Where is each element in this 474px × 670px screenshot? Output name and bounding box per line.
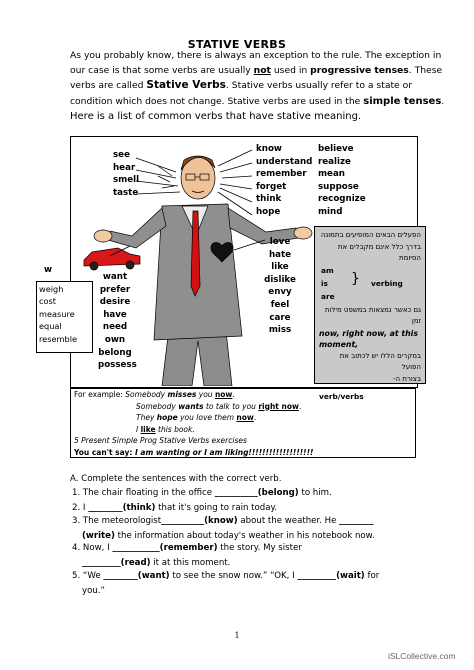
verb-item: resemble [39,333,78,344]
verb-item: have [103,309,127,320]
verb-item: equal [39,321,62,332]
intro-line: As you probably know, there is always an exception to the rule. The exception in [70,50,442,61]
question-5: 5. “We ________(want) to see the snow now.” “OK, I _________(wait) for you.” [72,571,380,596]
example-line: You can't say: I am wanting or I am liking!!!!!!!!!!!!!!!!!!! [74,447,314,457]
hebrew-text: הפעלים הבאים המופיעים בתמונה [320,231,421,239]
verb-item: see [113,150,130,160]
verb-item: need [102,322,128,333]
exercise-heading: A. Complete the sentences with the correct verb. [70,474,282,484]
examples-box [70,388,416,458]
intro-line: our case is that some verbs are usually not used in progressive tenses. These [70,65,443,77]
verb-item: understand [256,156,313,167]
verb-item: hear [113,162,136,173]
emotion-verb-list [260,236,300,337]
intro-line: condition which does not change. Stative verbs are used in the simple tenses. [70,95,445,107]
verb-item: think [256,194,282,205]
page-title: STATIVE VERBS [187,38,287,51]
verb-item: miss [268,325,292,336]
verb-item: prefer [99,284,131,295]
question-4: 4. Now, I ___________(remember) the story. My sister _________(read) it at this moment. [72,543,302,568]
hebrew-text: בדרך כלל אינם מקבלים את הסיומת [337,242,421,262]
possession-verb-list [98,271,137,372]
example-line: I like this book. [136,424,195,434]
verb-item: taste [113,187,139,198]
hebrew-text: בצורת ה- [393,374,421,383]
am-is-are-group: am is are } verbing [321,265,403,301]
example-line: 5 Present Simple Prog Stative Verbs exercises [74,436,247,445]
verb-item: measure [39,308,75,319]
hebrew-text: גם כאשר נמצאות במשפט מילות זמן [324,305,421,325]
verb-item: suppose [318,181,359,192]
mind-verb-list-b [318,143,366,219]
mind-verb-list-a [256,143,312,219]
verb-item: mean [318,169,345,180]
measure-verb-box [36,281,93,353]
verb-item: care [269,312,291,323]
verb-item: believe [318,144,354,154]
verb-item: own [104,334,126,345]
verb-item: remember [256,169,307,180]
intro-line: verbs are called Stative Verbs. Stative verbs usually refer to a state or [70,79,413,92]
verb-item: smell [113,175,140,186]
verb-item: desire [99,297,131,308]
example-line: For example: Somebody misses you now. [74,390,235,399]
question-1: 1. The chair floating in the office __________(belong) to him. [72,488,332,498]
verb-item: dislike [264,274,296,285]
verb-item: hope [256,206,281,217]
verb-item: like [271,262,289,273]
verb-form-label: verb/verbs [319,392,364,401]
time-words: now, right now, at this moment, [319,328,418,349]
verb-item: know [256,144,282,154]
intro-paragraph [70,48,445,124]
example-line: They hope you love them now. [136,413,257,422]
verb-item: mind [318,206,343,217]
partial-letter: w [44,265,53,275]
verb-item: weigh [39,284,64,294]
intro-line: Here is a list of common verbs that have stative meaning. [70,110,362,122]
page-number: 1 [234,631,240,640]
question-3: 3. The meteorologist__________(know) about the weather. He ________ (write) the information about today's weather in his notebook now. [72,516,375,541]
verb-item: cost [39,296,56,307]
question-2: 2. I ________(think) that it's going to rain today. [72,503,278,513]
example-line: Somebody wants to talk to you right now. [136,401,302,411]
hebrew-text: במקרים הללו יש לכתוב את הפועל [339,351,421,371]
verb-item: hate [268,249,292,260]
verb-item: forget [256,181,287,192]
verb-item: belong [98,347,132,358]
verb-item: feel [270,299,290,310]
verb-item: love [269,237,291,247]
verb-item: realize [318,156,351,167]
verb-item: want [102,272,128,282]
verb-item: possess [98,360,137,371]
hebrew-explanation-box [314,226,426,401]
verb-item: recognize [318,194,366,205]
verb-item: envy [268,287,292,298]
watermark: iSLCollective.com [388,651,456,661]
senses-verb-list [113,149,139,199]
